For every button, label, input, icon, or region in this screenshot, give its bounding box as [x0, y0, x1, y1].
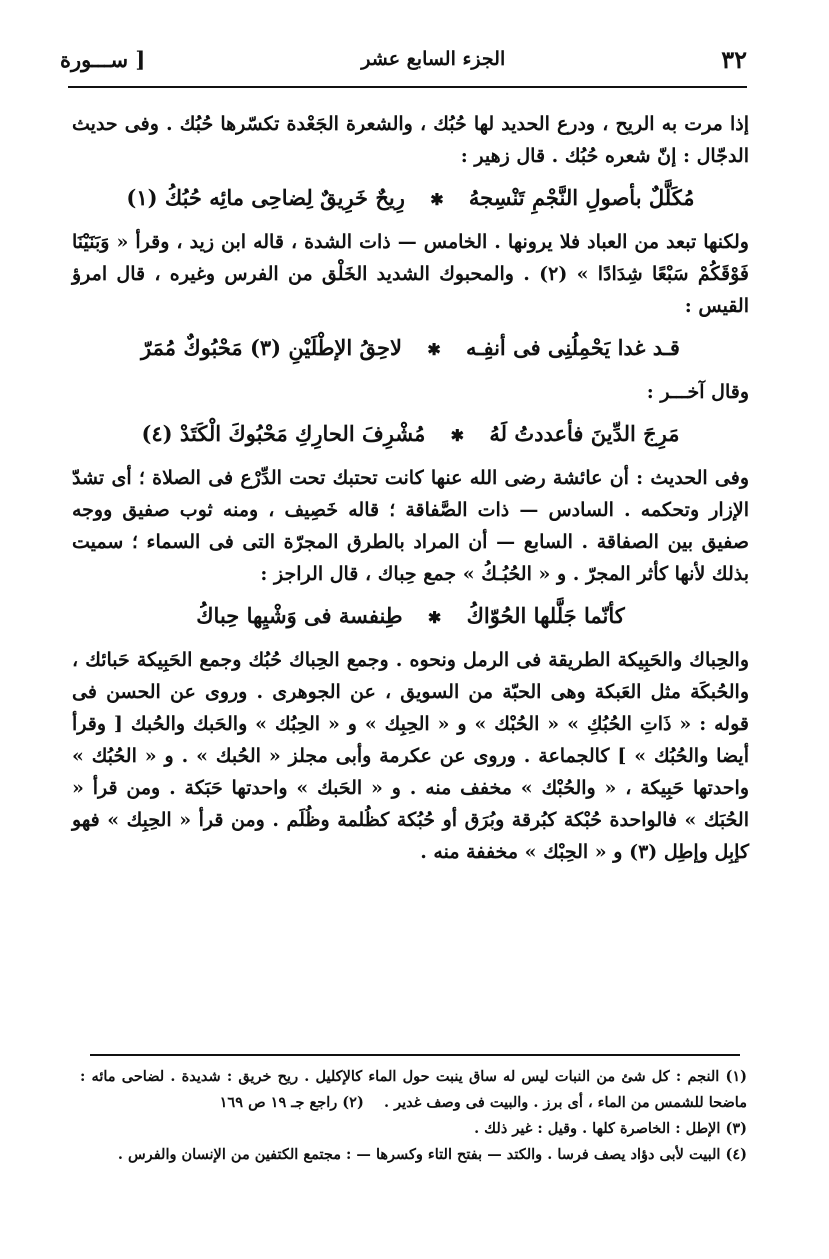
verse-4-second-hemistich: طِنفسة فى وَشْيِها حِباكُ: [196, 603, 403, 628]
paragraph-5: والحِباك والحَبِيكة الطريقة فى الرمل ونحوه . وجمع الحِباك حُبُك وجمع الحَبِيكة حَبائك ، والحُبكَة مثل العَبكة وهى الحبّة من السويق ، عن الجوهرى . وروى عن الحسن فى قوله : « ذَاتِ الحُبُكِ » « الحُبْك » و « الحِبِك » و « الحِبُك » والحَبك والحُبك [ وقرأ أيضا والحُبُك » ] كالجماعة . وروى عن عكرمة وأبى مجلز « الحُبك » . و « الحُبُك » واحدتها حَبِيكة ، « والحُبْك » مخفف منه . و « الحَبك » واحدتها حَبَكة . ومن قرأ « الحُبَك » فالواحدة حُبْكة كبُرقة وبُرَق أو حُبُكة كظُلمة وظُلَم . ومن قرأ « الحِبِك » فهو كإبِل وإطِل (٣) و « الحِبْك » مخففة منه .: [72, 649, 749, 863]
running-title: الجزء السابع عشر: [361, 48, 506, 70]
paragraph-4: وفى الحديث : أن عائشة رضى الله عنها كانت تحتبك تحت الدِّرْع فى الصلاة ؛ أى تشدّ الإزار وتحكمه . السادس — ذات الصَّفاقة ؛ قاله خَصِيف ، ومنه ثوب صفيق ووجه صفيق بين الصفاقة . السابع — أن المراد بالطرق المجرّة التى فى السماء ؛ سميت بذلك لأنها كأثر المجرّ . و « الحُبُـكُ » جمع حِباك ، قال الراجز :: [72, 467, 749, 585]
page-number: ٣٢: [721, 44, 747, 74]
surah-label: [ ســـورة: [60, 46, 146, 72]
paragraph-2: ولكنها تبعد من العباد فلا يرونها . الخامس — ذات الشدة ، قاله ابن زيد ، وقرأ « وَبَنَيْنَا فَوْقَكُمْ سَبْعًا شِدَادًا » (٢) . والمحبوك الشديد الخَلْق من الفرس وغيره ، قال امرؤ القيس :: [72, 231, 749, 317]
footnote-3: (٣) الإطل : الخاصرة كلها . وقيل : غير ذلك .: [474, 1120, 747, 1137]
main-text: [72, 108, 749, 868]
verse-separator-star: ✱: [450, 426, 465, 445]
verse-separator-star: ✱: [427, 608, 442, 627]
footnote-1: (١) النجم : كل شئ من النبات ليس له ساق ينبت حول الماء كالإكليل . ريح خريق : شديدة . لضاحى مائه : ماضحا للشمس من الماء ، أى برز . والبيت فى وصف غدير . (٢) راجع جـ ١٩ ص ١٦٩: [80, 1068, 747, 1111]
verse-1: [72, 178, 749, 220]
verse-2-first-hemistich: قـد غدا يَحْمِلُنِى فى أنفِـه: [466, 335, 680, 360]
verse-2-second-hemistich: لاحِقُ الإطْلَيْنِ (٣) مَحْبُوكٌ مُمَرّ: [141, 335, 403, 360]
footnote-rule: [90, 1054, 740, 1056]
verse-4: [72, 596, 749, 638]
verse-separator-star: ✱: [430, 190, 444, 209]
verse-3-second-hemistich: مُشْرِفَ الحارِكِ مَحْبُوكَ الْكَتَدْ (٤): [141, 421, 426, 446]
paragraph-1: إذا مرت به الريح ، ودرع الحديد لها حُبُك ، والشعرة الجَعْدة تكسّرها حُبُك . وفى حديث الدجّال : إنّ شعره حُبُك . قال زهير :: [72, 113, 749, 167]
verse-4-first-hemistich: كأنّما جَلَّلها الحُوّاكُ: [466, 603, 625, 628]
verse-3-first-hemistich: مَرِجَ الدِّينَ فأعددتُ لَهُ: [489, 421, 680, 446]
page-header: [60, 38, 747, 80]
header-rule: [68, 86, 747, 88]
verse-3: [72, 414, 749, 456]
footnote-2: (٢) راجع جـ ١٩ ص ١٦٩: [219, 1094, 364, 1111]
verse-1-first-hemistich: مُكَلَّلٌ بأصولِ النَّجْمِ تَنْسِجهُ: [468, 185, 695, 210]
verse-2: [72, 328, 749, 370]
verse-separator-star: ✱: [427, 340, 441, 359]
verse-1-second-hemistich: رِيحٌ خَرِيقٌ لِضاحِى مائِه حُبُكُ (١): [126, 185, 405, 210]
footnotes: [80, 1064, 747, 1168]
paragraph-3: وقال آخـــر :: [646, 381, 749, 403]
footnote-4: (٤) البيت لأبى دؤاد يصف فرسا . والكتد — بفتح التاء وكسرها — : مجتمع الكتفين من الإنسان والفرس .: [117, 1146, 747, 1163]
